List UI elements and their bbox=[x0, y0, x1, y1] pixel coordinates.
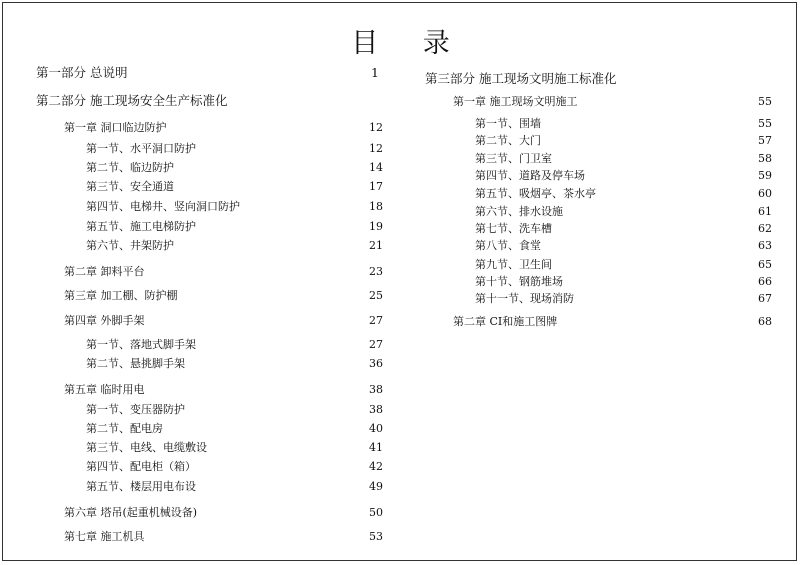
toc-page: 58 bbox=[758, 152, 772, 165]
toc-page: 41 bbox=[369, 441, 383, 454]
toc-section[interactable] bbox=[86, 140, 383, 158]
toc-label: 第二节、临边防护 bbox=[86, 161, 174, 174]
toc-page: 55 bbox=[758, 95, 772, 108]
toc-page: 65 bbox=[758, 258, 772, 271]
toc-section[interactable] bbox=[86, 458, 383, 476]
toc-label: 第三章 加工棚、防护棚 bbox=[64, 289, 178, 302]
toc-page: 27 bbox=[369, 338, 383, 351]
toc-chapter-4[interactable] bbox=[64, 312, 383, 330]
toc-page: 12 bbox=[369, 142, 383, 155]
toc-part-1[interactable] bbox=[36, 64, 379, 82]
toc-label: 第二节、悬挑脚手架 bbox=[86, 357, 185, 370]
toc-chapter-6[interactable] bbox=[64, 504, 383, 522]
toc-label: 第四节、电梯井、竖向洞口防护 bbox=[86, 200, 240, 213]
toc-chapter-3[interactable] bbox=[64, 287, 383, 305]
toc-label: 第六节、井架防护 bbox=[86, 239, 174, 252]
toc-label: 第五节、施工电梯防护 bbox=[86, 220, 196, 233]
toc-label: 第二节、配电房 bbox=[86, 422, 163, 435]
toc-label: 第四节、配电柜（箱） bbox=[86, 460, 196, 473]
toc-label: 第三节、安全通道 bbox=[86, 180, 174, 193]
toc-section[interactable] bbox=[86, 420, 383, 438]
toc-part-3[interactable] bbox=[425, 70, 725, 88]
page-title: 目 录 bbox=[351, 28, 468, 59]
toc-section[interactable] bbox=[475, 273, 772, 291]
toc-page: 38 bbox=[369, 383, 383, 396]
toc-section[interactable] bbox=[86, 401, 383, 419]
toc-label: 第一章 洞口临边防护 bbox=[64, 121, 167, 134]
toc-section[interactable] bbox=[475, 290, 772, 308]
toc-label: 第五章 临时用电 bbox=[64, 383, 145, 396]
toc-chapter-5[interactable] bbox=[64, 381, 383, 399]
toc-chapter-1[interactable] bbox=[453, 93, 772, 111]
toc-section[interactable] bbox=[86, 218, 383, 236]
toc-label: 第一节、变压器防护 bbox=[86, 403, 185, 416]
toc-label: 第六章 塔吊(起重机械设备) bbox=[64, 506, 198, 519]
toc-page: 38 bbox=[369, 403, 383, 416]
toc-section[interactable] bbox=[86, 198, 383, 216]
toc-section[interactable] bbox=[475, 220, 772, 238]
toc-label: 第三节、电线、电缆敷设 bbox=[86, 441, 207, 454]
toc-page: 53 bbox=[369, 530, 383, 543]
toc-label: 第四节、道路及停车场 bbox=[475, 169, 585, 182]
toc-section[interactable] bbox=[86, 478, 383, 496]
toc-section[interactable] bbox=[475, 203, 772, 221]
toc-section[interactable] bbox=[475, 150, 772, 168]
toc-label: 第五节、楼层用电布设 bbox=[86, 480, 196, 493]
toc-chapter-1[interactable] bbox=[64, 119, 383, 137]
toc-page: 60 bbox=[758, 187, 772, 200]
toc-page: 67 bbox=[758, 292, 772, 305]
toc-page: 62 bbox=[758, 222, 772, 235]
toc-label: 第一节、围墙 bbox=[475, 117, 541, 130]
toc-page: 59 bbox=[758, 169, 772, 182]
toc-label: 第二节、大门 bbox=[475, 134, 541, 147]
toc-chapter-2[interactable] bbox=[453, 313, 772, 331]
toc-chapter-7[interactable] bbox=[64, 528, 383, 546]
toc-label: 第十节、钢筋堆场 bbox=[475, 275, 563, 288]
toc-page: 18 bbox=[369, 200, 383, 213]
toc-page: 50 bbox=[369, 506, 383, 519]
toc-label: 第六节、排水设施 bbox=[475, 205, 563, 218]
toc-page: 55 bbox=[758, 117, 772, 130]
toc-label: 第二章 卸料平台 bbox=[64, 265, 145, 278]
toc-label: 第二部分 施工现场安全生产标准化 bbox=[36, 93, 228, 108]
toc-label: 第八节、食堂 bbox=[475, 239, 541, 252]
toc-page: 68 bbox=[758, 315, 772, 328]
toc-page: 36 bbox=[369, 357, 383, 370]
toc-section[interactable] bbox=[86, 178, 383, 196]
toc-section[interactable] bbox=[475, 185, 772, 203]
toc-section[interactable] bbox=[86, 237, 383, 255]
toc-label: 第十一节、现场消防 bbox=[475, 292, 574, 305]
toc-label: 第一节、水平洞口防护 bbox=[86, 142, 196, 155]
toc-label: 第四章 外脚手架 bbox=[64, 314, 145, 327]
toc-page: 19 bbox=[369, 220, 383, 233]
toc-label: 第九节、卫生间 bbox=[475, 258, 552, 271]
toc-label: 第一章 施工现场文明施工 bbox=[453, 95, 578, 108]
toc-section[interactable] bbox=[475, 237, 772, 255]
toc-page: 61 bbox=[758, 205, 772, 218]
toc-label: 第二章 CI和施工图牌 bbox=[453, 315, 558, 328]
toc-page: 27 bbox=[369, 314, 383, 327]
toc-section[interactable] bbox=[86, 336, 383, 354]
toc-page: 42 bbox=[369, 460, 383, 473]
toc-label: 第一部分 总说明 bbox=[36, 65, 128, 80]
toc-page: 21 bbox=[369, 239, 383, 252]
toc-page: 57 bbox=[758, 134, 772, 147]
toc-section[interactable] bbox=[475, 132, 772, 150]
toc-label: 第五节、吸烟亭、茶水亭 bbox=[475, 187, 596, 200]
toc-label: 第三节、门卫室 bbox=[475, 152, 552, 165]
toc-page: 17 bbox=[369, 180, 383, 193]
toc-section[interactable] bbox=[86, 439, 383, 457]
toc-section[interactable] bbox=[86, 355, 383, 373]
toc-label: 第七章 施工机具 bbox=[64, 530, 145, 543]
toc-page: 1 bbox=[371, 65, 379, 80]
toc-page: 12 bbox=[369, 121, 383, 134]
toc-page: 63 bbox=[758, 239, 772, 252]
toc-label: 第三部分 施工现场文明施工标准化 bbox=[425, 71, 617, 86]
toc-page: 25 bbox=[369, 289, 383, 302]
toc-section[interactable] bbox=[475, 115, 772, 133]
toc-part-2[interactable] bbox=[36, 92, 379, 110]
toc-page: 66 bbox=[758, 275, 772, 288]
toc-page: 49 bbox=[369, 480, 383, 493]
toc-section[interactable] bbox=[475, 256, 772, 274]
toc-label: 第七节、洗车槽 bbox=[475, 222, 552, 235]
toc-chapter-2[interactable] bbox=[64, 263, 383, 281]
toc-section[interactable] bbox=[86, 159, 383, 177]
toc-page: 23 bbox=[369, 265, 383, 278]
toc-section[interactable] bbox=[475, 167, 772, 185]
toc-label: 第一节、落地式脚手架 bbox=[86, 338, 196, 351]
toc-page: 14 bbox=[369, 161, 383, 174]
toc-page: 40 bbox=[369, 422, 383, 435]
